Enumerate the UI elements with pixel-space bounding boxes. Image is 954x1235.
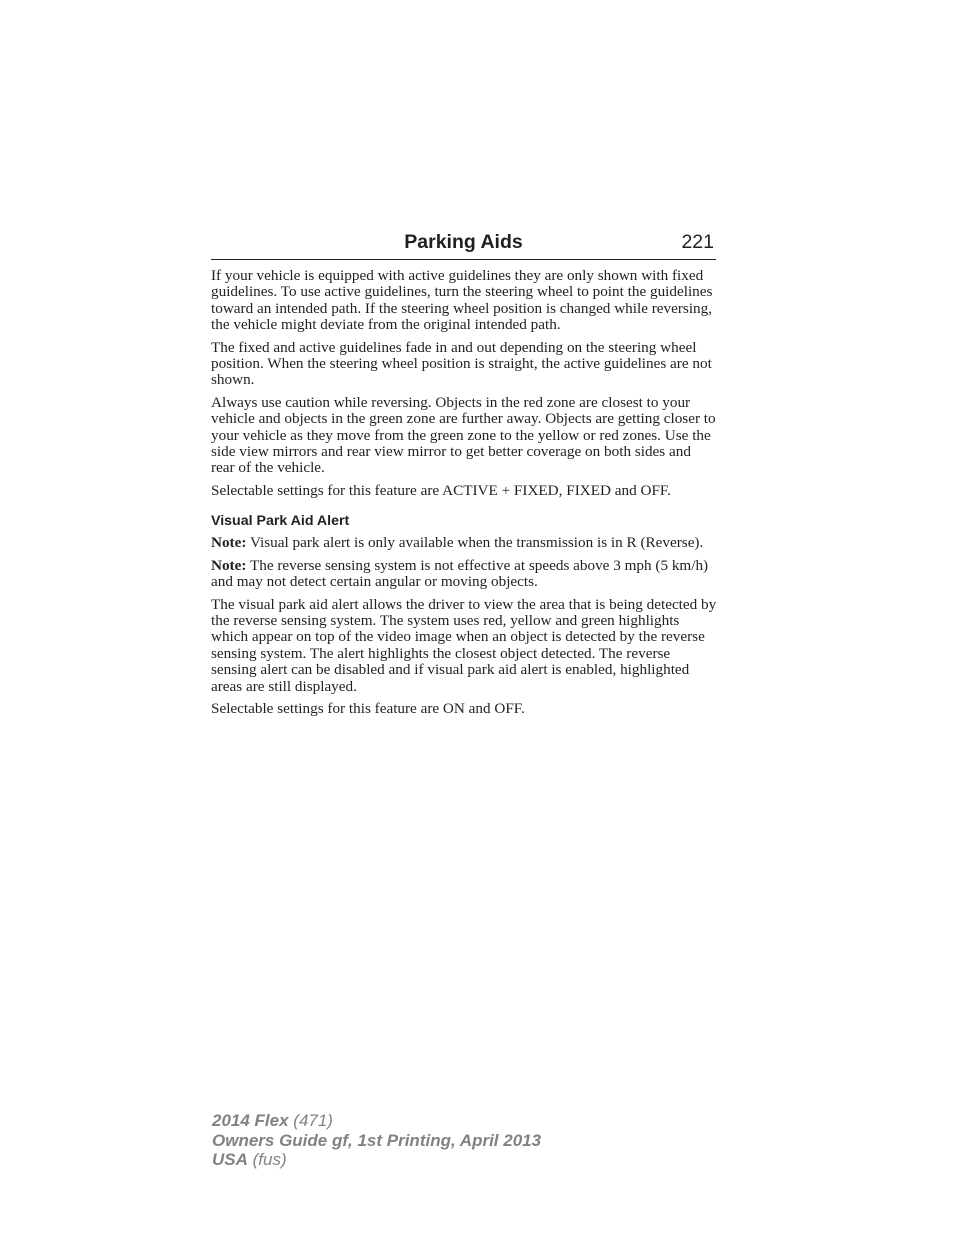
footer-line-guide (212, 1131, 541, 1151)
page-footer (212, 1111, 541, 1170)
page-content (211, 268, 717, 723)
footer-line-market (212, 1150, 541, 1170)
note-text: The reverse sensing system is not effective at speeds above 3 mph (5 km/h) and may not detect certain angular or moving objects. (211, 556, 709, 591)
paragraph-caution: Always use caution while reversing. Objects in the red zone are closest to your vehicle and objects in the green zone are further away. Objects are getting closer to your vehicle as they move from the green zone to the yellow or red zones. Use the side view mirrors and rear view mirror to get better coverage on both sides and rear of the vehicle. (211, 393, 716, 477)
footer-guide: Owners Guide gf, 1st Printing, April 2013 (212, 1130, 542, 1150)
note-visual-park-alert (211, 535, 717, 551)
note-reverse-sensing (211, 558, 717, 591)
paragraph-guidelines-fade: The fixed and active guidelines fade in and out depending on the steering wheel position. When the steering wheel position is straight, the active guidelines are not shown. (211, 338, 712, 389)
footer-model-code: (471) (288, 1111, 333, 1130)
paragraph-visual-park-aid: The visual park aid alert allows the driver to view the area that is being detected by the reverse sensing system. The system uses red, yellow and green highlights which appear on top of the video image when an object is detected by the reverse sensing system. The alert highlights the closest object detected. The reverse sensing alert can be disabled and if visual park aid alert is enabled, highlighted areas are still displayed. (211, 595, 717, 695)
paragraph-active-guidelines: If your vehicle is equipped with active guidelines they are only shown with fixed guidelines. To use active guidelines, turn the steering wheel to point the guidelines toward an intended path. If the steering wheel position is changed while reversing, the vehicle might deviate from the original intended path. (211, 267, 713, 334)
page-header (211, 229, 716, 260)
paragraph-selectable-settings: Selectable settings for this feature are ACTIVE + FIXED, FIXED and OFF. (211, 481, 671, 499)
footer-market-code: (fus) (247, 1150, 287, 1169)
note-label: Note: (211, 534, 247, 552)
footer-line-model (212, 1111, 541, 1131)
footer-market: USA (212, 1150, 248, 1169)
note-label: Note: (211, 556, 247, 574)
section-title: Parking Aids (404, 231, 523, 253)
subsection-heading: Visual Park Aid Alert (211, 513, 350, 530)
note-text: Visual park alert is only available when the transmission is in R (Reverse). (246, 534, 704, 552)
page-number: 221 (681, 231, 714, 253)
paragraph-selectable-on-off: Selectable settings for this feature are ON and OFF. (211, 699, 525, 717)
footer-model: 2014 Flex (212, 1111, 289, 1130)
